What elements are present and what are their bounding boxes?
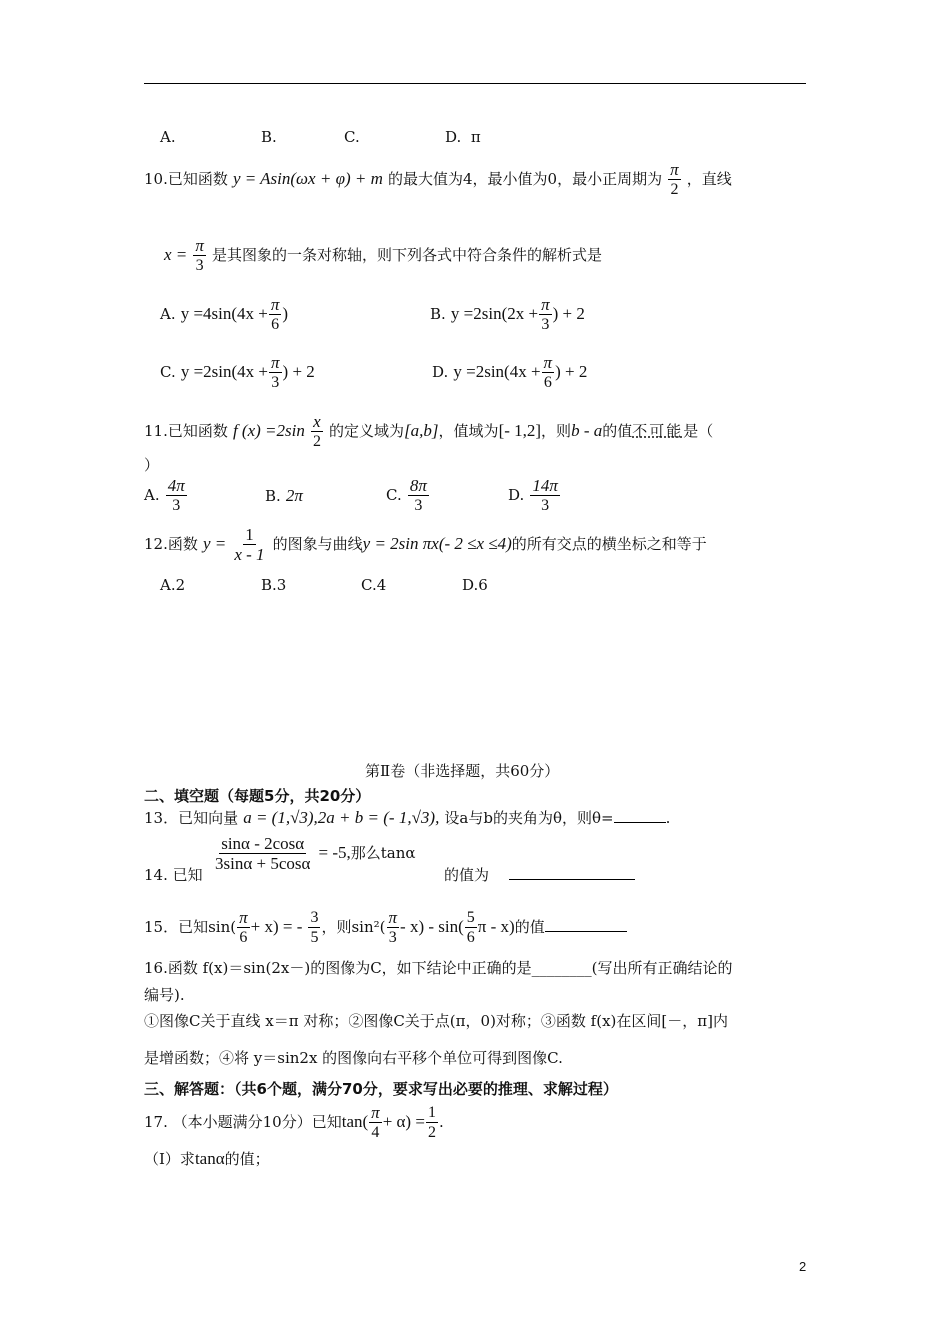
q9-option-d: D. π [445,128,481,146]
q12-stem: 12.函数 y = $\frac{1}{x - 1}$ 的图象与曲线y = 2sin πx(- 2 ≤x ≤4)的所有交点的横坐标之和等于 [144,525,707,564]
q11-stem: 11.已知函数 f (x) =2sin $\frac{x}{2}$ 的定义域为[a,b]，值域为[- 1,2]，则b - a的值不可能是（ [144,412,714,450]
q14-label: 14. 已知 [144,866,203,884]
section2-heading: 二、填空题（每题5分，共20分） [144,787,371,805]
q16-line4: 是增函数；④将 y＝sin2x 的图像向右平移个单位可得到图像C. [144,1049,563,1067]
q11-option-c: C. $\frac{8\pi}{3}$ [386,476,427,514]
q14-tail: 的值为 [444,864,635,885]
section3-heading: 三、解答题：（共6个题，满分70分，要求写出必要的推理、求解过程） [144,1080,618,1098]
q16-line1: 16.函数 f(x)＝sin(2x－)的图像为C，如下结论中正确的是________(写出所有正确结论的 [144,959,733,977]
q14-fraction: $\frac{\sin\alpha - 2\cos\alpha}{3\sin\alpha + 5\cos\alpha}$ = -5,那么tanα [215,834,416,873]
q10-option-a: A. y =4sin(4x + $\frac{\pi}{6}$ ) [160,295,289,333]
q16-line2: 编号). [144,986,185,1004]
q12-option-b: B.3 [261,576,287,594]
q11-option-d: D. $\frac{14\pi}{3}$ [508,476,558,514]
q10-option-d: D. y =2sin(4x + $\frac{\pi}{6}$ ) + 2 [432,353,588,391]
q11-option-a: A. $\frac{4\pi}{3}$ [144,476,185,514]
q12-option-c: C.4 [361,576,387,594]
q10-option-c: C. y =2sin(4x + $\frac{\pi}{3}$ ) + 2 [160,353,315,391]
q9-option-a: A. [160,128,176,146]
q15-stem: 15．已知sin( $\frac{\pi}{6}$ + x) = - $\frac{3}{5}$ ，则sin²( $\frac{\pi}{3}$ - x) - sin( $\frac{5}{6}$ π - x)的值 [144,908,627,947]
q10-stem: 10.已知函数 y = Asin(ωx + φ) + m 的最大值为4，最小值为0，最小正周期为 $\frac{\pi}{2}$ ，直线 [144,160,732,198]
header-rule [144,83,806,84]
q12-option-d: D.6 [462,576,488,594]
page-number: 2 [799,1259,807,1274]
part2-title: 第Ⅱ卷（非选择题，共60分） [365,762,560,780]
q13-stem: 13．已知向量 a = (1,√3),2a + b = (- 1,√3), 设a与b的夹角为θ，则θ= . [144,808,671,827]
q17-part1: （Ⅰ）求tanα的值； [144,1149,270,1168]
q9-option-b: B. [261,128,277,146]
q10-stem-line2: x = $\frac{\pi}{3}$ 是其图象的一条对称轴，则下列各式中符合条件的解析式是 [164,236,603,274]
q16-line3: ①图像C关于直线 x＝π 对称；②图像C关于点(π，0)对称；③函数 f(x)在区间[－，π]内 [144,1012,728,1030]
q12-option-a: A.2 [160,576,186,594]
q10-option-b: B. y =2sin(2x + $\frac{\pi}{3}$ ) + 2 [430,295,585,333]
q11-option-b: B. 2π [265,486,303,505]
q11-stem-line2: ） [144,456,160,474]
q17-stem: 17. （本小题满分10分）已知tan( $\frac{\pi}{4}$ + α) = $\frac{1}{2}$ . [144,1103,444,1141]
q9-option-c: C. [344,128,360,146]
